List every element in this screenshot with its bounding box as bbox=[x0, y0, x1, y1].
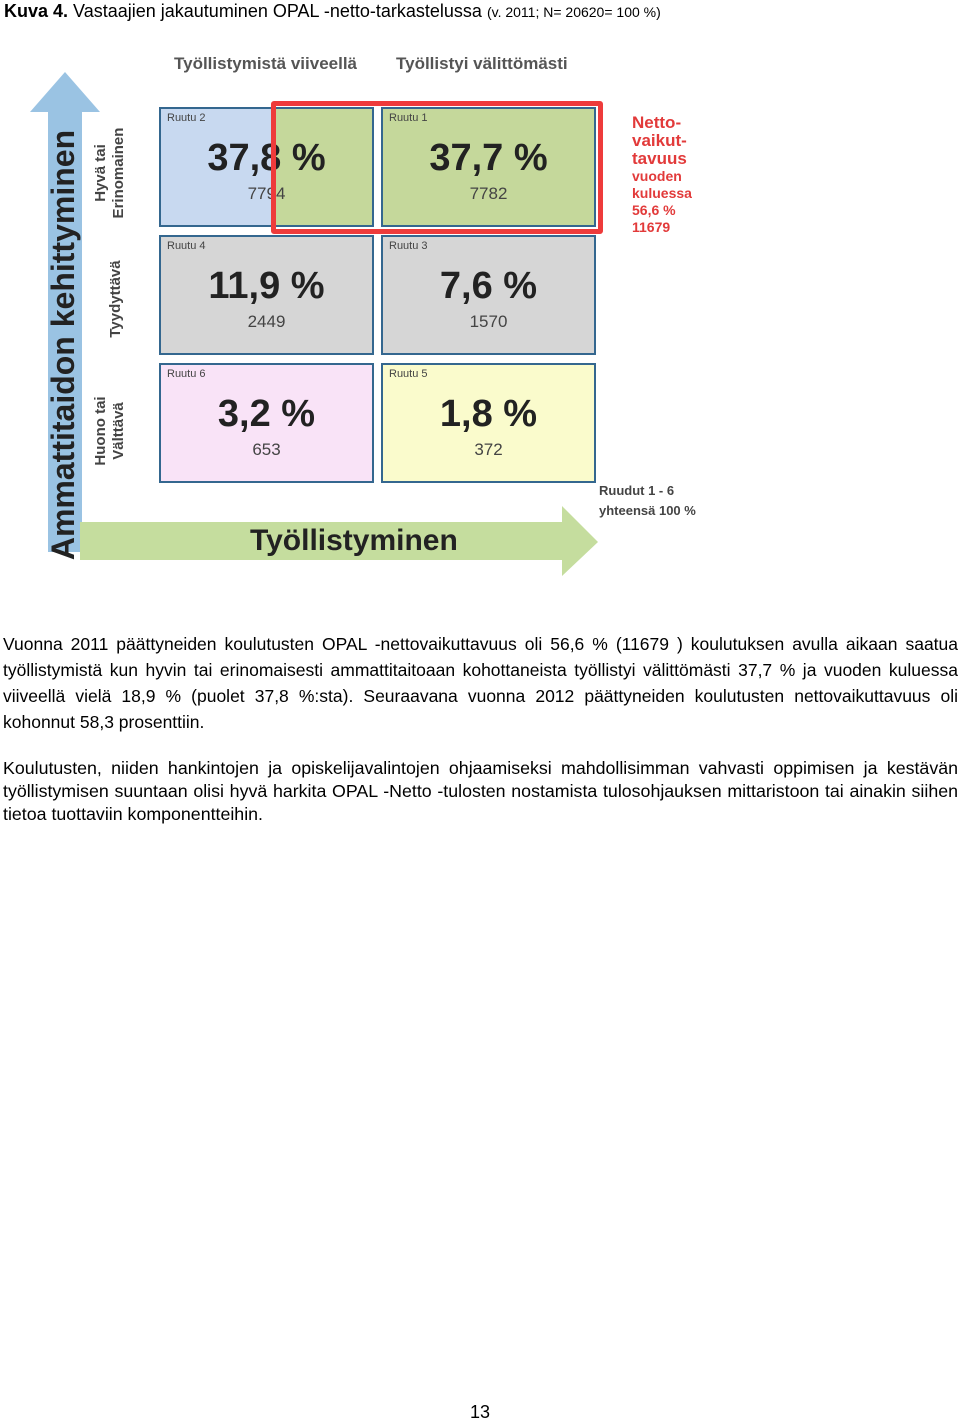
netto-line5: kuluessa bbox=[632, 185, 692, 201]
ruudut-line2: yhteensä 100 % bbox=[599, 503, 696, 518]
cell-label: Ruutu 1 bbox=[389, 112, 428, 124]
ruudut-total-note bbox=[599, 481, 696, 521]
cell-label: Ruutu 3 bbox=[389, 240, 428, 252]
cell-ruutu-6 bbox=[159, 363, 374, 483]
cell-percent: 11,9 % bbox=[208, 265, 325, 307]
column-header-immediate: Työllistyi välittömästi bbox=[396, 54, 568, 73]
cell-count: 1570 bbox=[469, 312, 508, 331]
caption-title: Vastaajien jakautuminen OPAL -netto-tarkastelussa bbox=[73, 1, 482, 21]
body-paragraph-1: Vuonna 2011 päättyneiden koulutusten OPAL -nettovaikuttavuus oli 56,6 % (11679 ) koulutuksen avulla aikaan saatua työllistymistä kun hyvin tai erinomaisesti ammattitaitoaan kohottaneista työllistyi välittömästi 37,7 % ja vuoden kuluessa viiveellä vielä 18,9 % (puolet 37,8 %:sta). Seuraavana vuonna 2012 päättyneiden koulutusten nettovaikuttavuus oli kohonnut 58,3 prosenttiin. bbox=[3, 634, 958, 732]
cell-ruutu-5 bbox=[381, 363, 596, 483]
body-paragraph-2: Koulutusten, niiden hankintojen ja opiskelijavalintojen ohjaamiseksi mahdollisimman vahvasti oppimisen ja kestävän työllistymisen suuntaan olisi hyvä harkita OPAL -Netto -tulosten nostamista tulosohjauksen mittaristoon tai ainakin siihen tietoa tuottaviin komponentteihin. bbox=[3, 758, 958, 824]
cell-count: 653 bbox=[252, 440, 281, 459]
cell-count: 372 bbox=[474, 440, 503, 459]
column-header-delayed: Työllistymistä viiveellä bbox=[174, 54, 357, 73]
ruudut-line1: Ruudut 1 - 6 bbox=[599, 483, 675, 498]
cell-count: 2449 bbox=[247, 312, 286, 331]
row-label-good-line2: Erinomainen bbox=[110, 127, 127, 219]
cell-label: Ruutu 6 bbox=[167, 368, 206, 380]
cell-ruutu-3 bbox=[381, 235, 596, 355]
x-axis-label: Työllistyminen bbox=[250, 524, 458, 557]
cell-count: 7794 bbox=[247, 184, 286, 203]
row-label-poor-line2: Välttävä bbox=[110, 402, 127, 460]
cell-percent: 3,2 % bbox=[217, 393, 316, 435]
page-number: 13 bbox=[469, 1402, 491, 1422]
row-label-good bbox=[92, 113, 132, 233]
netto-line2: vaikut- bbox=[632, 131, 687, 150]
netto-line3: tavuus bbox=[632, 149, 687, 168]
netto-frame bbox=[271, 101, 603, 234]
caption-note: (v. 2011; N= 20620= 100 %) bbox=[486, 4, 661, 20]
netto-line7: 11679 bbox=[632, 219, 671, 235]
cell-ruutu-4 bbox=[159, 235, 374, 355]
cell-label: Ruutu 4 bbox=[167, 240, 206, 252]
cell-percent: 37,8 % bbox=[207, 137, 326, 179]
netto-line1: Netto- bbox=[632, 113, 682, 132]
cell-percent: 1,8 % bbox=[439, 393, 538, 435]
cell-label: Ruutu 5 bbox=[389, 368, 428, 380]
y-axis-label: Ammattitaidon kehittyminen bbox=[45, 129, 81, 561]
netto-line4: vuoden bbox=[632, 168, 682, 184]
caption-label: Kuva 4. bbox=[4, 1, 69, 21]
cell-label: Ruutu 2 bbox=[167, 112, 206, 124]
row-label-satisfactory-line1: Tyydyttävä bbox=[107, 260, 124, 338]
row-label-poor-line1: Huono tai bbox=[92, 396, 109, 466]
opal-netto-figure bbox=[0, 40, 960, 585]
netto-note bbox=[632, 114, 692, 236]
netto-line6: 56,6 % bbox=[632, 202, 676, 218]
row-label-satisfactory bbox=[107, 239, 127, 359]
figure-caption bbox=[4, 0, 661, 23]
row-label-good-line1: Hyvä tai bbox=[92, 144, 109, 202]
cell-percent: 37,7 % bbox=[429, 137, 548, 179]
cell-percent: 7,6 % bbox=[439, 265, 538, 307]
row-label-poor bbox=[92, 371, 132, 491]
cell-count: 7782 bbox=[469, 184, 508, 203]
